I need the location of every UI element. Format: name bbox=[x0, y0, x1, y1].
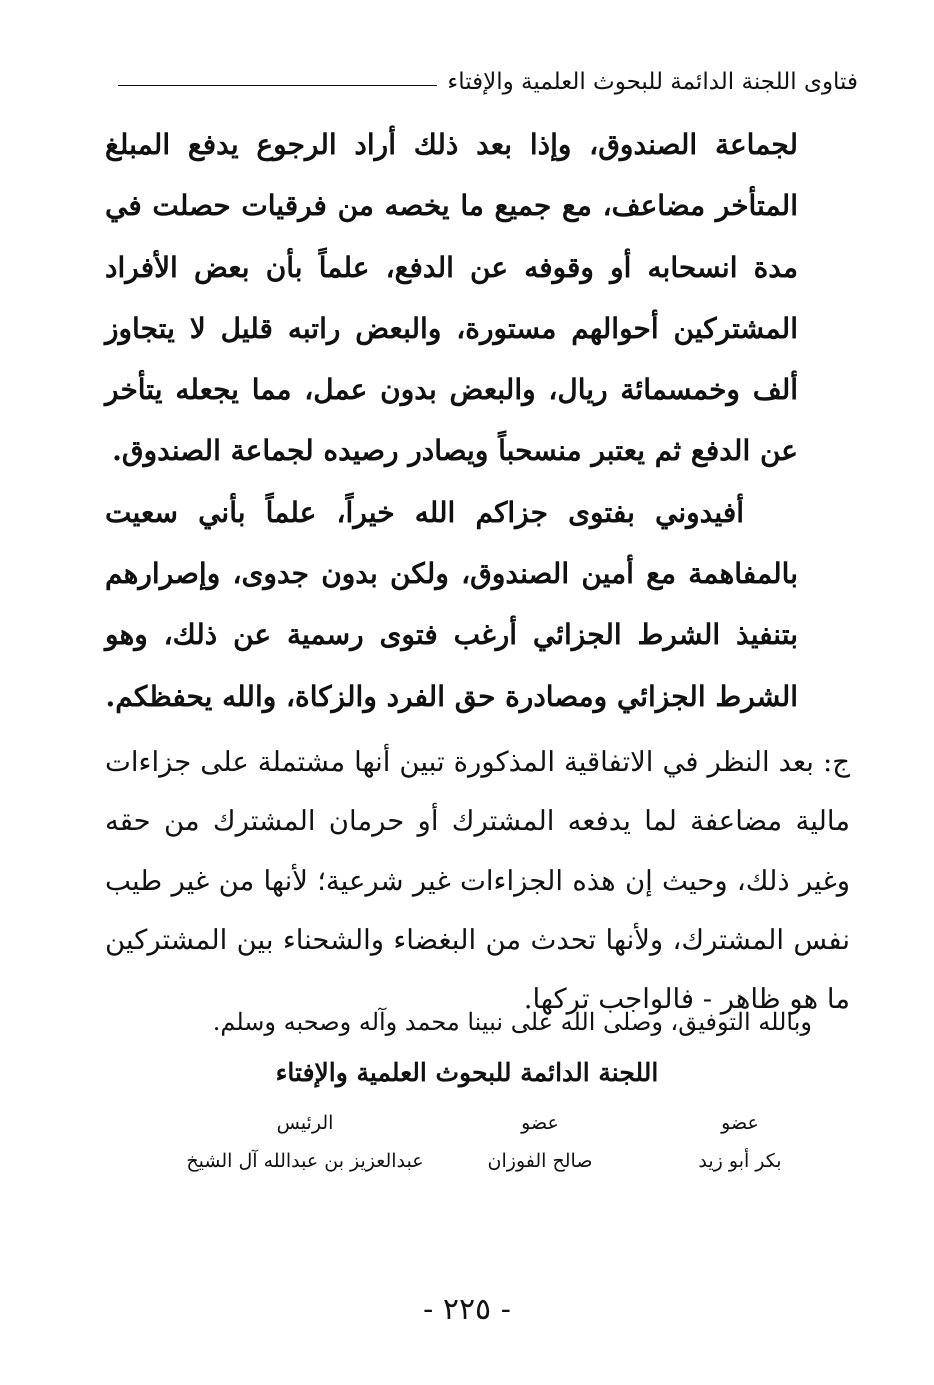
committee-name: اللجنة الدائمة للبحوث العلمية والإفتاء bbox=[275, 1058, 659, 1087]
signature-name: بكر أبو زيد bbox=[698, 1150, 782, 1172]
signature-president bbox=[180, 1112, 430, 1172]
page-body bbox=[105, 114, 850, 1029]
header-rule bbox=[118, 85, 437, 86]
signature-role: عضو bbox=[521, 1112, 559, 1134]
signature-member-1 bbox=[680, 1112, 800, 1172]
question-paragraph-1: لجماعة الصندوق، وإذا بعد ذلك أراد الرجوع يدفع المبلغ المتأخر مضاعف، مع جميع ما يخصه من فرقيات حصلت في مدة انسحابه أو وقوفه عن الدفع، علماً بأن بعض الأفراد المشتركين أحوالهم مستورة، والبعض راتبه قليل لا يتجاوز ألف وخمسمائة ريال، والبعض بدون عمل، مما يجعله يتأخر عن الدفع ثم يعتبر منسحباً ويصادر رصيده لجماعة الصندوق. bbox=[105, 128, 798, 468]
page-number: - ٢٢٥ - bbox=[423, 1292, 511, 1327]
signature-name: صالح الفوزان bbox=[487, 1150, 593, 1172]
signature-member-2 bbox=[470, 1112, 610, 1172]
header-title: فتاوى اللجنة الدائمة للبحوث العلمية والإفتاء bbox=[447, 69, 858, 95]
signature-role: عضو bbox=[721, 1112, 759, 1134]
question-paragraph-2: أفيدوني بفتوى جزاكم الله خيراً، علماً بأني سعيت بالمفاهمة مع أمين الصندوق، ولكن بدون جدوى، وإصرارهم بتنفيذ الشرط الجزائي أرغب فتوى رسمية عن ذلك، وهو الشرط الجزائي ومصادرة حق الفرد والزكاة، والله يحفظكم. bbox=[105, 495, 798, 713]
signature-name: عبدالعزيز بن عبدالله آل الشيخ bbox=[186, 1150, 424, 1172]
running-header bbox=[118, 62, 858, 102]
closing-line: وبالله التوفيق، وصلى الله على نبينا محمد وآله وصحبه وسلم. bbox=[212, 1008, 812, 1036]
answer-paragraph: ج: بعد النظر في الاتفاقية المذكورة تبين أنها مشتملة على جزاءات مالية مضاعفة لما يدفعه المشترك أو حرمان المشترك من حقه وغير ذلك، وحيث إن هذه الجزاءات غير شرعية؛ لأنها من غير طيب نفس المشترك، ولأنها تحدث من البغضاء والشحناء بين المشتركين ما هو ظاهر - فالواجب تركها. bbox=[105, 745, 850, 1016]
signature-role: الرئيس bbox=[276, 1112, 334, 1134]
